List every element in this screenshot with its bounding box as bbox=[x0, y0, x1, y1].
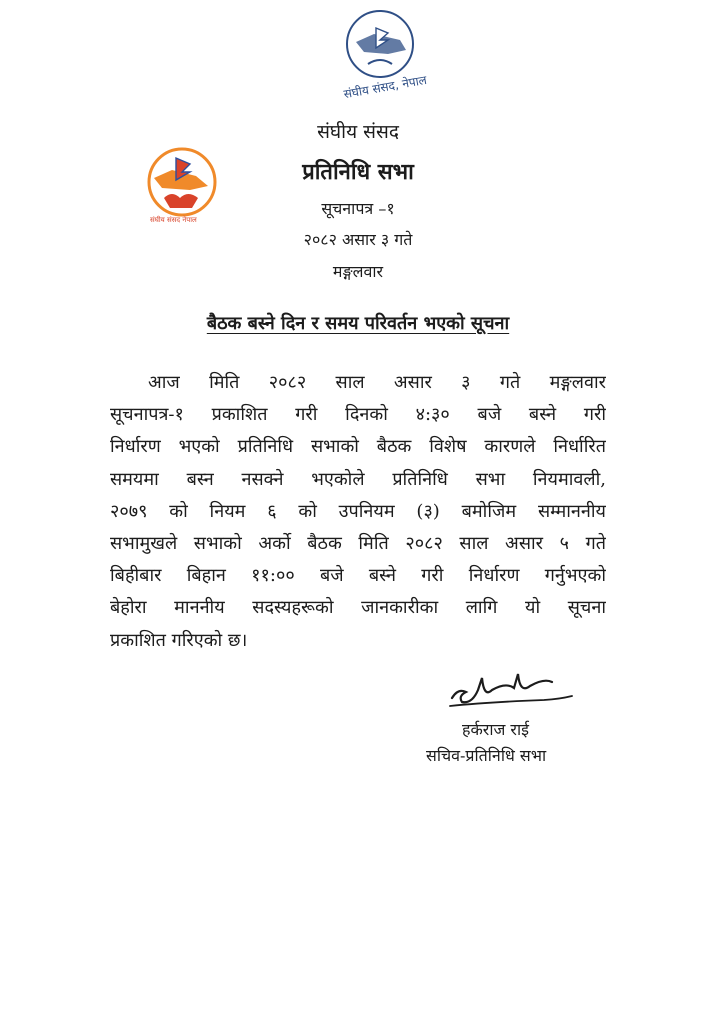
signatory-title: सचिव-प्रतिनिधि सभा bbox=[426, 746, 547, 765]
body-line: निर्धारण भएको प्रतिनिधि सभाको बैठक विशेष कारणले निर्धारित bbox=[110, 436, 606, 458]
body-line: सूचनापत्र-१ प्रकाशित गरी दिनको ४:३० बजे बस्ने गरी bbox=[110, 404, 606, 426]
body-line: सभामुखले सभाको अर्को बैठक मिति २०८२ साल असार ५ गते bbox=[110, 532, 606, 554]
house-name: प्रतिनिधि सभा bbox=[302, 159, 414, 185]
body-line: बिहीबार बिहान ११:०० बजे बस्ने गरी निर्धारण गर्नुभएको bbox=[110, 565, 606, 587]
signatory-name: हर्कराज राई bbox=[462, 720, 529, 739]
body-line: समयमा बस्न नसक्ने भएकोले प्रतिनिधि सभा नियमावली, bbox=[110, 468, 606, 490]
logo-text: संघीय संसद नेपाल bbox=[150, 216, 197, 224]
signature bbox=[448, 668, 578, 712]
parliament-seal bbox=[330, 6, 436, 110]
notice-subject bbox=[0, 311, 716, 335]
notice-number: सूचनापत्र –१ bbox=[321, 199, 395, 218]
notice-body bbox=[110, 367, 606, 657]
body-line: २०७९ को नियम ६ को उपनियम (३) बमोजिम सम्माननीय bbox=[110, 500, 606, 522]
notice-date: २०८२ असार ३ गते bbox=[303, 230, 413, 249]
body-line: आज मिति २०८२ साल असार ३ गते मङ्गलवार bbox=[148, 372, 606, 393]
notice-day: मङ्गलवार bbox=[332, 262, 384, 281]
subject-text: बैठक बस्ने दिन र समय परिवर्तन भएको सूचना bbox=[206, 313, 510, 334]
body-line: प्रकाशित गरिएको छ। bbox=[110, 629, 248, 651]
org-name: संघीय संसद bbox=[317, 121, 399, 143]
body-line: बेहोरा माननीय सदस्यहरूको जानकारीका लागि यो सूचना bbox=[110, 597, 606, 619]
seal-text: संघीय संसद, नेपाल bbox=[342, 72, 428, 102]
